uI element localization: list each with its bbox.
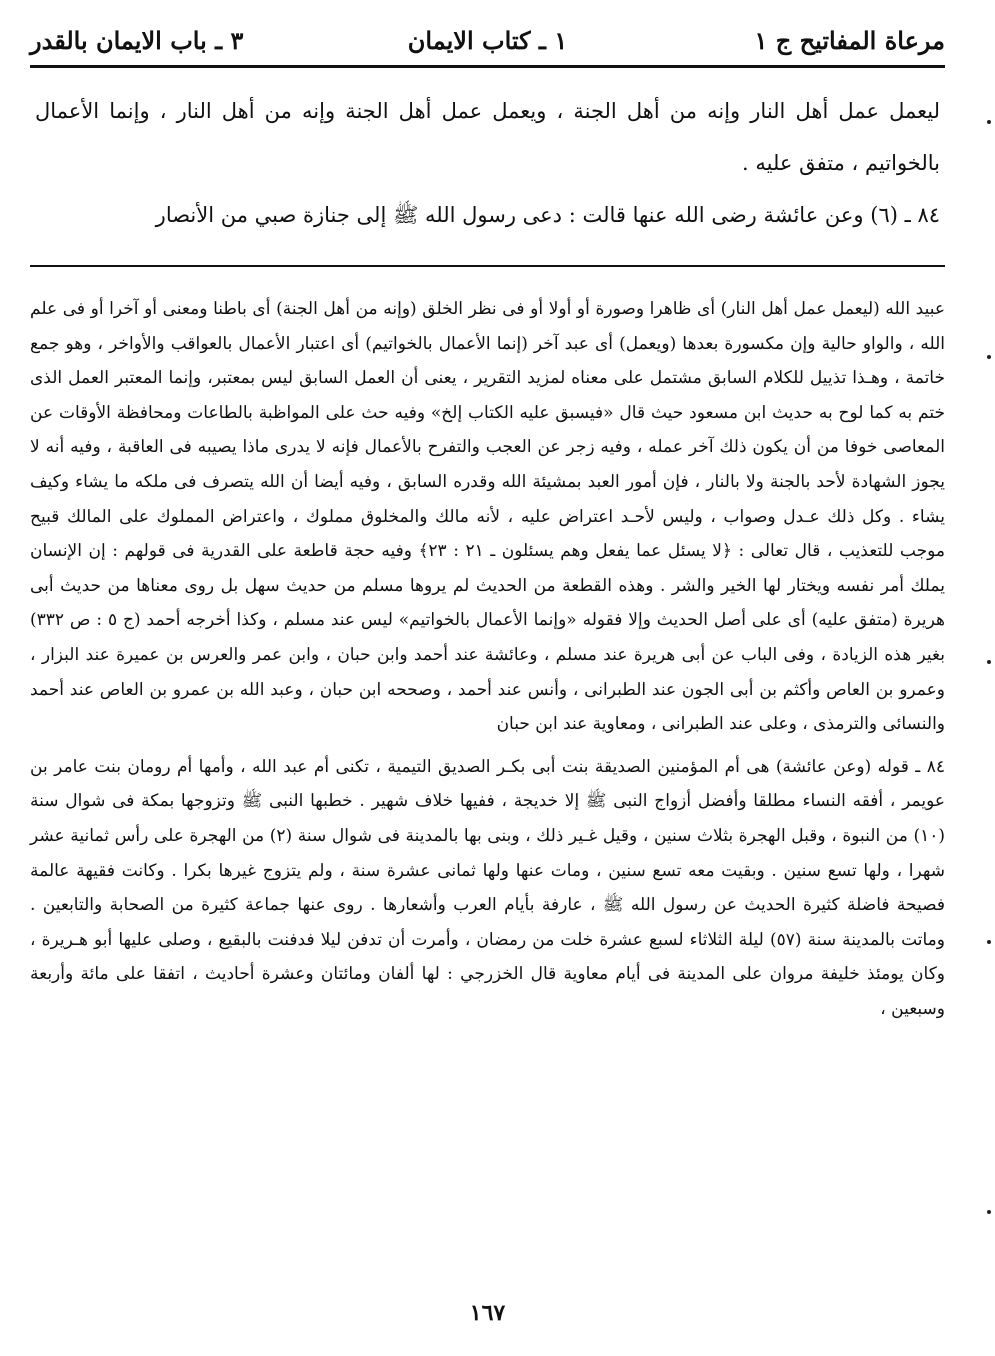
hadith-line-1: ليعمل عمل أهل النار وإنه من أهل الجنة ، ويعمل عمل أهل الجنة وإنه من أهل النار ، وإنما الأعمال بالخواتيم ، متفق عليه . <box>35 99 940 175</box>
margin-mark <box>987 1210 991 1214</box>
document-page <box>30 10 945 1346</box>
running-header <box>30 20 945 60</box>
margin-mark <box>987 355 991 359</box>
header-divider <box>30 65 945 68</box>
header-book-title: مرعاة المفاتيح ج ١ <box>754 25 945 55</box>
page-number: ١٦٧ <box>469 1300 506 1326</box>
hadith-text <box>35 85 940 241</box>
header-chapter-title: ١ ـ كتاب الايمان <box>407 25 568 55</box>
commentary-paragraph-2: ٨٤ ـ قوله (وعن عائشة) هى أم المؤمنين الصديقة بنت أبى بكـر الصديق التيمية ، تكنى أم عبد الله ، وأمها أم رومان بنت عامر بن عويمر ، أفقه النساء مطلقا وأفضل أزواج النبى ﷺ إلا خديجة ، ففيها خلاف شهير . خطبها النبى ﷺ وتزوجها بمكة فى شوال سنة (١٠) من النبوة ، وقبل الهجرة بثلاث سنين ، وقيل غـير ذلك ، وبنى بها بالمدينة فى شوال سنة (٢) من الهجرة على رأس ثمانية عشر شهرا ، ولها تسع سنين . وبقيت معه تسع سنين ، ومات عنها ولها ثمانى عشرة سنة ، ولم يتزوج غيرها بكرا . وكانت فقيهة عالمة فصيحة فاضلة كثيرة الحديث عن رسول الله ﷺ ، عارفة بأيام العرب وأشعارها . روى عنها جماعة كثيرة من الصحابة والتابعين . وماتت بالمدينة سنة (٥٧) ليلة الثلاثاء لسبع عشرة خلت من رمضان ، وأمرت أن تدفن ليلا فدفنت بالبقيع ، وصلى عليها أبو هـريرة ، وكان يومئذ خليفة مروان على المدينة فى أيام معاوية قال الخزرجي : لها ألفان ومائتان وعشرة أحاديث ، اتفقا على مائة وأربعة وسبعين ، <box>30 756 945 1019</box>
header-section-title: ٣ ـ باب الايمان بالقدر <box>30 25 244 55</box>
paragraph-gap <box>30 742 945 750</box>
commentary-paragraph-1: عبيد الله (ليعمل عمل أهل النار) أى ظاهرا وصورة أو أولا أو فى نظر الخلق (وإنه من أهل الجنة) أى باطنا ومعنى أو آخرا أو فى علم الله ، والواو حالية وإن مكسورة بعدها (ويعمل) أى عبد آخر (إنما الأعمال بالخواتيم) أى اعتبار الأعمال بالعواقب والأواخر ، وهو جمع خاتمة ، وهـذا تذييل للكلام السابق مشتمل على معناه لمزيد التقرير ، يعنى أن العمل السابق ليس بمعتبر، وإنما المعتبر العمل الذى ختم به كما لوح به حديث ابن مسعود حيث قال «فيسبق عليه الكتاب إلخ» وفيه حث على المواظبة بالطاعات ومحافظة الأوقات عن المعاصى خوفا من أن يكون ذلك آخر عمله ، وفيه زجر عن العجب والتفرح بالأعمال فإنه لا يدرى ماذا يصيبه فى العاقبة ، وفيه أنه لا يجوز الشهادة لأحد بالجنة ولا بالنار ، فإن أمور العبد بمشيئة الله وقدره السابق ، وفيه أيضا أن الله يتصرف فى ملكه ما يشاء وكيف يشاء . وكل ذلك عـدل وصواب ، وليس لأحـد اعتراض عليه ، لأنه مالك والمخلوق مملوك ، واعتراض المملوك على المالك قبيح موجب للتعذيب ، قال تعالى : ﴿لا يسئل عما يفعل وهم يسئلون ـ ٢١ : ٢٣﴾ وفيه حجة قاطعة على القدرية فى قولهم : إن الإنسان يملك أمر نفسه ويختار لها الخير والشر . وهذه القطعة من الحديث لم يروها مسلم من حديث سهل بل روى معناها من حديث أبى هريرة (متفق عليه) أى على أصل الحديث وإلا فقوله «وإنما الأعمال بالخواتيم» ليس عند مسلم ، وكذا أخرجه أحمد (ج ٥ : ص ٣٣٢) بغير هذه الزيادة ، وفى الباب عن أبى هريرة عند مسلم ، وعائشة عند أحمد وابن حبان ، وابن عمر والعرس بن عميرة عند البزار ، وعمرو بن العاص وأكثم بن أبى الجون عند الطبرانى ، وأنس عند أحمد ، وصححه ابن حبان ، وعبد الله بن عمرو بن العاص عند أحمد والنسائى والترمذى ، وعلى عند الطبرانى ، ومعاوية عند ابن حبان <box>30 299 945 735</box>
commentary <box>30 292 945 1026</box>
margin-mark <box>987 120 991 124</box>
margin-mark <box>987 660 991 664</box>
margin-mark <box>987 940 991 944</box>
text-commentary-divider <box>30 265 945 267</box>
hadith-line-2: ٨٤ ـ (٦) وعن عائشة رضى الله عنها قالت : دعى رسول الله ﷺ إلى جنازة صبي من الأنصار <box>155 203 940 227</box>
